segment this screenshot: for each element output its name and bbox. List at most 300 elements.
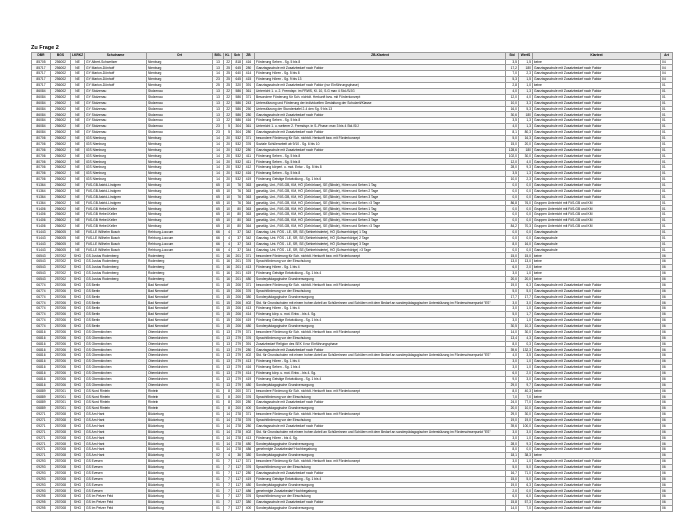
cell-lkrkz: SHG (71, 300, 85, 306)
cell-zb: 402 (243, 353, 255, 359)
cell-bgl: 01 (213, 435, 224, 441)
cell-ort: Bückeburg (147, 417, 213, 423)
cell-zb-klartext: Sprachförderung vor der Einschulung (255, 259, 506, 265)
cell-zb: 344 (243, 247, 255, 253)
cell-art: 04 (661, 59, 673, 65)
cell-schulname: GY Albert-Schweitzer (85, 59, 147, 65)
cell-schulname: FöS-GB Hebel-Keller (85, 224, 147, 230)
cell-schulname: GS Im Petzer Feld (85, 494, 147, 500)
cell-std: 4,0 (506, 124, 519, 130)
cell-dbr: 06889 (32, 406, 51, 412)
cell-sch: 532 (232, 153, 243, 159)
cell-art: 01 (661, 94, 673, 100)
cell-zb-klartext: Std. für Grundschulen mit einem hohen Anteil an Schülerinnen und Schülern mit dem Bedarf an sonderpädagogischer Unterstützung im Förderschwerpunkt "ES" (255, 300, 506, 306)
cell-kl: 7 (224, 494, 232, 500)
cell-schulname: GY Stolzenau (85, 106, 147, 112)
cell-zb: 371 (243, 329, 255, 335)
cell-bgl: 14 (213, 159, 224, 165)
cell-sch: 278 (232, 429, 243, 435)
cell-ort: Rinteln (147, 394, 213, 400)
cell-klartext: Ganztagsschule mit Zusatzbedarf nach Faktor (533, 329, 661, 335)
cell-dbr: 91364 (32, 200, 51, 206)
cell-bgl: 01 (213, 459, 224, 465)
cell-ort: Bückeburg (147, 506, 213, 512)
cell-ort: Obernkirchen (147, 335, 213, 341)
cell-werts: 10,3 (519, 323, 533, 329)
cell-art: 01 (661, 194, 673, 200)
cell-schulname: GS Evesen (85, 482, 147, 488)
cell-bgl: 01 (213, 365, 224, 371)
cell-lkrkz: NE (71, 229, 85, 235)
cell-klartext: Gruppen Unterricht mit FöS-GB und KM (533, 206, 661, 212)
cell-klartext: Ganztagsschule mit Zusatzbedarf nach Faktor (533, 71, 661, 77)
cell-zb-klartext: ganztäg. Unt., FöS-GB, KM, HÖ (Gehörlose), SE (Blinde), Hören und Sehen >3 Tage (255, 224, 506, 230)
cell-lkrkz: SHG (71, 476, 85, 482)
cell-zb: 371 (243, 459, 255, 465)
cell-zb: 413 (243, 306, 255, 312)
cell-dbr: 09295 (32, 494, 51, 500)
cell-bgs: 256002 (51, 159, 71, 165)
cell-schulname: GY Marion-Dönhoff (85, 71, 147, 77)
cell-std: 4,0 (506, 88, 519, 94)
cell-std: 5,0 (506, 135, 519, 141)
cell-sch: 532 (232, 135, 243, 141)
cell-bgl: 01 (213, 347, 224, 353)
column-header-art: Art (661, 53, 673, 60)
cell-klartext: Ganztagsschule mit Zusatzbedarf nach Faktor (533, 323, 661, 329)
cell-bgs: 257006 (51, 359, 71, 365)
cell-werts: 76,0 (519, 200, 533, 206)
cell-bgs: 256002 (51, 124, 71, 130)
cell-dbr: 80706 (32, 165, 51, 171)
cell-bgl: 01 (213, 265, 224, 271)
cell-std: 15,0 (506, 253, 519, 259)
cell-dbr: 85717 (32, 65, 51, 71)
cell-std: 14,0 (506, 506, 519, 512)
cell-kl: 15 (224, 306, 232, 312)
cell-klartext: Ganztagsschule mit Zusatzbedarf nach Faktor (533, 506, 661, 512)
cell-schulname: GS Obernkirchen (85, 341, 147, 347)
cell-bgs: 257008 (51, 412, 71, 418)
cell-ort: Nienburg (147, 77, 213, 83)
cell-schulname: GS Am Hant (85, 412, 147, 418)
cell-kl: 20 (224, 135, 232, 141)
cell-schulname: GY Marion-Dönhoff (85, 77, 147, 83)
cell-werts: 1,0 (519, 318, 533, 324)
cell-ort: Rehburg-Loccum (147, 229, 213, 235)
cell-dbr: 91406 (32, 212, 51, 218)
cell-dbr: 06816 (32, 335, 51, 341)
cell-lkrkz: SHG (71, 406, 85, 412)
cell-ort: Bückeburg (147, 464, 213, 470)
cell-std: 20,0 (506, 406, 519, 412)
cell-klartext: Gruppen Unterricht mit FöS-GB und KM (533, 212, 661, 218)
cell-bgs: 257006 (51, 288, 71, 294)
cell-schulname: GS Evesen (85, 470, 147, 476)
cell-sch: 279 (232, 341, 243, 347)
cell-art: 01 (661, 130, 673, 136)
cell-ort: Bad Nenndorf (147, 300, 213, 306)
cell-bgl: 13 (213, 118, 224, 124)
cell-zb: 413 (243, 435, 255, 441)
cell-kl: 14 (224, 435, 232, 441)
cell-art: 06 (661, 435, 673, 441)
cell-art: 01 (661, 165, 673, 171)
cell-ort: Nienburg (147, 165, 213, 171)
cell-bgs: 257008 (51, 447, 71, 453)
cell-werts: 4,3 (519, 335, 533, 341)
cell-zb: 419 (243, 318, 255, 324)
cell-werts: 5,0 (519, 476, 533, 482)
cell-bgl: 01 (213, 288, 224, 294)
cell-sch: 304 (232, 130, 243, 136)
cell-dbr: 06543 (32, 259, 51, 265)
cell-ort: Nienburg (147, 206, 213, 212)
cell-sch: 117 (232, 464, 243, 470)
cell-kl: 8 (224, 406, 232, 412)
cell-bgl: 01 (213, 300, 224, 306)
cell-lkrkz: NE (71, 165, 85, 171)
cell-bgs: 257008 (51, 482, 71, 488)
cell-art: 01 (661, 218, 673, 224)
cell-art: 01 (661, 88, 673, 94)
cell-dbr: 86084 (32, 94, 51, 100)
cell-klartext: Ganztagsschule mit Zusatzbedarf nach Faktor (533, 412, 661, 418)
cell-schulname: GY Stolzenau (85, 118, 147, 124)
cell-ort: Nienburg (147, 71, 213, 77)
cell-werts: 6,3 (519, 482, 533, 488)
cell-zb: 416 (243, 59, 255, 65)
cell-bgl: 01 (213, 476, 224, 482)
cell-schulname: GY Stolzenau (85, 112, 147, 118)
cell-werts: 0,0 (519, 212, 533, 218)
cell-kl: 16 (224, 271, 232, 277)
cell-dbr: 06816 (32, 341, 51, 347)
cell-klartext: Ganztagsschule mit Zusatzbedarf nach Faktor (533, 370, 661, 376)
cell-zb-klartext: Sprachförderung vor der Einschulung (255, 394, 506, 400)
cell-dbr: 09295 (32, 506, 51, 512)
cell-kl: 22 (224, 100, 232, 106)
cell-ort: Bad Nenndorf (147, 312, 213, 318)
cell-ort: Nienburg (147, 159, 213, 165)
cell-bgs: 257008 (51, 417, 71, 423)
cell-ort: Nienburg (147, 83, 213, 89)
cell-sch: 532 (232, 177, 243, 183)
cell-ort: Rodenberg (147, 265, 213, 271)
cell-zb: 391 (243, 341, 255, 347)
cell-bgl: 23 (213, 130, 224, 136)
cell-schulname: GS Obernkirchen (85, 347, 147, 353)
cell-bgs: 256002 (51, 177, 71, 183)
cell-dbr: 86084 (32, 88, 51, 94)
cell-zb-klartext: Förderung Geistige Entwicklung - Sg. 1 bis 4 (255, 318, 506, 324)
cell-kl: 4 (224, 229, 232, 235)
cell-sch: 278 (232, 423, 243, 429)
cell-sch: 37 (232, 235, 243, 241)
cell-klartext: Ganztagsschule mit Zusatzbedarf nach Faktor (533, 359, 661, 365)
cell-lkrkz: SHG (71, 464, 85, 470)
cell-zb: 280 (243, 147, 255, 153)
cell-bgs: 256002 (51, 165, 71, 171)
cell-schulname: IGS Nienburg (85, 177, 147, 183)
cell-art: 01 (661, 153, 673, 159)
cell-bgs: 256002 (51, 200, 71, 206)
cell-bgs: 256002 (51, 94, 71, 100)
cell-zb: 371 (243, 253, 255, 259)
cell-bgs: 257008 (51, 429, 71, 435)
cell-zb-klartext: ganztäg. Unt., FöS-GB, KM, HÖ (Gehörlose), SE (Blinde), Hören und Sehen 1 Tag (255, 206, 506, 212)
cell-zb: 480 (243, 482, 255, 488)
cell-bgl: 25 (213, 83, 224, 89)
cell-zb: 416 (243, 118, 255, 124)
cell-klartext: keine (533, 388, 661, 394)
cell-werts: 7,0 (519, 394, 533, 400)
cell-lkrkz: SHG (71, 353, 85, 359)
cell-ort: Bückeburg (147, 429, 213, 435)
cell-sch: 645 (232, 77, 243, 83)
cell-zb-klartext: Ganztagsschule mit Zusatzbedarf nach Faktor (255, 470, 506, 476)
cell-bgl: 01 (213, 464, 224, 470)
cell-kl: 5 (224, 130, 232, 136)
cell-sch: 279 (232, 335, 243, 341)
cell-zb: 280 (243, 65, 255, 71)
cell-klartext: Ganztagsschule mit Zusatzbedarf nach Faktor (533, 177, 661, 183)
cell-zb-klartext: Sprachförderung vor der Einschulung (255, 335, 506, 341)
cell-art: 01 (661, 229, 673, 235)
cell-klartext: Gruppen Unterricht mit FöS-GB und KM (533, 224, 661, 230)
cell-kl: 4 (224, 241, 232, 247)
cell-lkrkz: SHG (71, 470, 85, 476)
cell-kl: 14 (224, 441, 232, 447)
cell-std: 0,0 (506, 188, 519, 194)
cell-ort: Bad Nenndorf (147, 288, 213, 294)
cell-werts: 80,3 (519, 130, 533, 136)
cell-klartext: Ganztagsschule mit Zusatzbedarf nach Faktor (533, 470, 661, 476)
cell-bgs: 257001 (51, 388, 71, 394)
cell-sch: 532 (232, 171, 243, 177)
cell-bgs: 257006 (51, 335, 71, 341)
cell-art: 06 (661, 341, 673, 347)
cell-zb-klartext: Sprachförderung vor der Einschulung (255, 288, 506, 294)
cell-zb-klartext: Sprachförderung vor der Einschulung (255, 417, 506, 423)
cell-dbr: 06774 (32, 294, 51, 300)
cell-sch: 279 (232, 365, 243, 371)
cell-zb-klartext: Förderung körperl. u. mot. Entw. - Sg. 5 bis 8 (255, 165, 506, 171)
cell-art: 06 (661, 441, 673, 447)
cell-werts: 15,0 (519, 253, 533, 259)
cell-std: 8,1 (506, 130, 519, 136)
cell-lkrkz: SHG (71, 335, 85, 341)
cell-zb-klartext: Förderung Hören - Sg. 1 bis 4 (255, 265, 506, 271)
cell-bgl: 01 (213, 341, 224, 347)
cell-bgs: 257002 (51, 265, 71, 271)
cell-lkrkz: SHG (71, 347, 85, 353)
cell-kl: 10 (224, 188, 232, 194)
cell-std: 14,0 (506, 329, 519, 335)
cell-dbr: 09293 (32, 488, 51, 494)
cell-bgs: 256002 (51, 194, 71, 200)
cell-std: 86,8 (506, 200, 519, 206)
cell-lkrkz: NE (71, 218, 85, 224)
cell-kl: 20 (224, 147, 232, 153)
cell-bgl: 01 (213, 382, 224, 388)
cell-klartext: Ganztagsschule mit Zusatzbedarf nach Faktor (533, 300, 661, 306)
cell-schulname: GS Justus Rodenberg (85, 253, 147, 259)
cell-zb: 376 (243, 464, 255, 470)
cell-dbr: 91443 (32, 235, 51, 241)
cell-werts: 1,0 (519, 365, 533, 371)
cell-dbr: 80706 (32, 141, 51, 147)
cell-zb-klartext: besondere Förderung für Sch. nichtdt. Herkunft bzw. mit Förderkonzept (255, 282, 506, 288)
cell-ort: Obernkirchen (147, 359, 213, 365)
cell-werts: 70,3 (519, 224, 533, 230)
cell-zb-klartext: Förderung Geistige Entwicklung - Sg. 1 bis 4 (255, 476, 506, 482)
cell-bgl: 23 (213, 124, 224, 130)
cell-art: 06 (661, 447, 673, 453)
cell-ort: Bückeburg (147, 435, 213, 441)
cell-ort: Nienburg (147, 200, 213, 206)
cell-ort: Bad Nenndorf (147, 294, 213, 300)
cell-std: 0,0 (506, 182, 519, 188)
column-header-schulname: Schulname (85, 53, 147, 60)
cell-art: 01 (661, 224, 673, 230)
cell-art: 01 (661, 177, 673, 183)
cell-ort: Obernkirchen (147, 376, 213, 382)
cell-bgs: 257008 (51, 453, 71, 459)
cell-kl: 20 (224, 177, 232, 183)
cell-bgs: 257008 (51, 494, 71, 500)
cell-werts: 5,0 (519, 464, 533, 470)
cell-dbr: 06774 (32, 306, 51, 312)
cell-lkrkz: SHG (71, 447, 85, 453)
cell-bgs: 257006 (51, 376, 71, 382)
cell-kl: 10 (224, 182, 232, 188)
cell-werts: 16,0 (519, 241, 533, 247)
cell-bgs: 257006 (51, 370, 71, 376)
cell-kl: 20 (224, 153, 232, 159)
cell-bgl: 13 (213, 94, 224, 100)
cell-ort: Obernkirchen (147, 341, 213, 347)
cell-kl: 15 (224, 323, 232, 329)
cell-kl: 15 (224, 282, 232, 288)
cell-ort: Obernkirchen (147, 353, 213, 359)
cell-zb-klartext: Ganztagsschule mit Zusatzbedarf nach Faktor (255, 112, 506, 118)
cell-bgs: 257006 (51, 312, 71, 318)
cell-ort: Bückeburg (147, 459, 213, 465)
cell-lkrkz: SHG (71, 453, 85, 459)
cell-zb: 376 (243, 259, 255, 265)
cell-bgs: 256002 (51, 188, 71, 194)
cell-ort: Stolzenau (147, 106, 213, 112)
cell-bgs: 257008 (51, 470, 71, 476)
cell-kl: 8 (224, 400, 232, 406)
cell-sch: 304 (232, 124, 243, 130)
cell-dbr: 91364 (32, 188, 51, 194)
cell-lkrkz: SHG (71, 394, 85, 400)
cell-schulname: GS Justus Rodenberg (85, 271, 147, 277)
cell-art: 06 (661, 412, 673, 418)
cell-dbr: 86084 (32, 130, 51, 136)
cell-werts: 38,3 (519, 453, 533, 459)
cell-ort: Nienburg (147, 182, 213, 188)
cell-kl: 14 (224, 417, 232, 423)
cell-zb-klartext: Förderung Hören - Sg. 1 bis 4 (255, 306, 506, 312)
cell-bgs: 256002 (51, 212, 71, 218)
cell-ort: Nienburg (147, 59, 213, 65)
cell-kl: 7 (224, 459, 232, 465)
cell-schulname: GS Im Petzer Feld (85, 506, 147, 512)
cell-std: 0,0 (506, 218, 519, 224)
cell-dbr: 09293 (32, 464, 51, 470)
cell-schulname: FöS-LE Wilhelm Busch (85, 241, 147, 247)
cell-bgs: 256005 (51, 241, 71, 247)
cell-zb-klartext: Förderung Hören - Sg. 1 bis 4 (255, 359, 506, 365)
cell-ort: Rehburg-Loccum (147, 235, 213, 241)
cell-schulname: GS Am Hant (85, 441, 147, 447)
cell-werts: 57,3 (519, 500, 533, 506)
cell-zb-klartext: Unterricht 1. u. 2. Fremdspr. im FRWS, Kl. 10, S.G max 4 Std./S/JG (255, 88, 506, 94)
cell-klartext: Ganztagsschule mit Zusatzbedarf nach Faktor (533, 435, 661, 441)
cell-art: 04 (661, 77, 673, 83)
cell-schulname: GS Obernkirchen (85, 335, 147, 341)
cell-dbr: 06816 (32, 353, 51, 359)
cell-lkrkz: SHG (71, 417, 85, 423)
cell-sch: 200 (232, 400, 243, 406)
cell-zb-klartext: Ganztag. Unt. FÖS - LE, SR, SE (Sehbehinderte), HÖ (Schwerhörige) 1 Tag (255, 229, 506, 235)
cell-bgl: 01 (213, 388, 224, 394)
cell-schulname: GS Obernkirchen (85, 329, 147, 335)
cell-zb: 250 (243, 106, 255, 112)
cell-kl: 15 (224, 300, 232, 306)
cell-dbr: 06774 (32, 323, 51, 329)
cell-klartext: Ganztagsschule mit Zusatzbedarf nach Faktor (533, 106, 661, 112)
cell-bgs: 257006 (51, 318, 71, 324)
cell-klartext: keine (533, 271, 661, 277)
cell-bgl: 13 (213, 106, 224, 112)
cell-lkrkz: SHG (71, 400, 85, 406)
cell-std: 3,0 (506, 365, 519, 371)
column-header-std: Std (506, 53, 519, 60)
cell-werts: 1,0 (519, 459, 533, 465)
cell-kl: 22 (224, 118, 232, 124)
cell-schulname: GS Obernkirchen (85, 353, 147, 359)
cell-sch: 37 (232, 229, 243, 235)
cell-zb: 363 (243, 182, 255, 188)
cell-zb: 413 (243, 265, 255, 271)
cell-ort: Bückeburg (147, 482, 213, 488)
cell-dbr: 86084 (32, 124, 51, 130)
cell-zb-klartext: Förderung Sehen - Sg. 5 bis 8 (255, 171, 506, 177)
cell-kl: 25 (224, 65, 232, 71)
cell-dbr: 06774 (32, 282, 51, 288)
cell-zb-klartext: genehmigte Zusatzbedarf Hochbegabung (255, 447, 506, 453)
cell-zb-klartext: Ganztagsschule mit Zusatzbedarf nach Faktor (255, 65, 506, 71)
cell-std: 3,5 (506, 171, 519, 177)
cell-lkrkz: NE (71, 100, 85, 106)
cell-dbr: 06816 (32, 370, 51, 376)
cell-lkrkz: SHG (71, 441, 85, 447)
cell-schulname: GS Berlin (85, 312, 147, 318)
cell-bgs: 256002 (51, 59, 71, 65)
cell-dbr: 09271 (32, 435, 51, 441)
cell-bgs: 256002 (51, 147, 71, 153)
cell-art: 01 (661, 235, 673, 241)
cell-sch: 278 (232, 417, 243, 423)
cell-ort: Nienburg (147, 212, 213, 218)
cell-kl: 16 (224, 276, 232, 282)
cell-dbr: 06816 (32, 382, 51, 388)
cell-ort: Bückeburg (147, 453, 213, 459)
